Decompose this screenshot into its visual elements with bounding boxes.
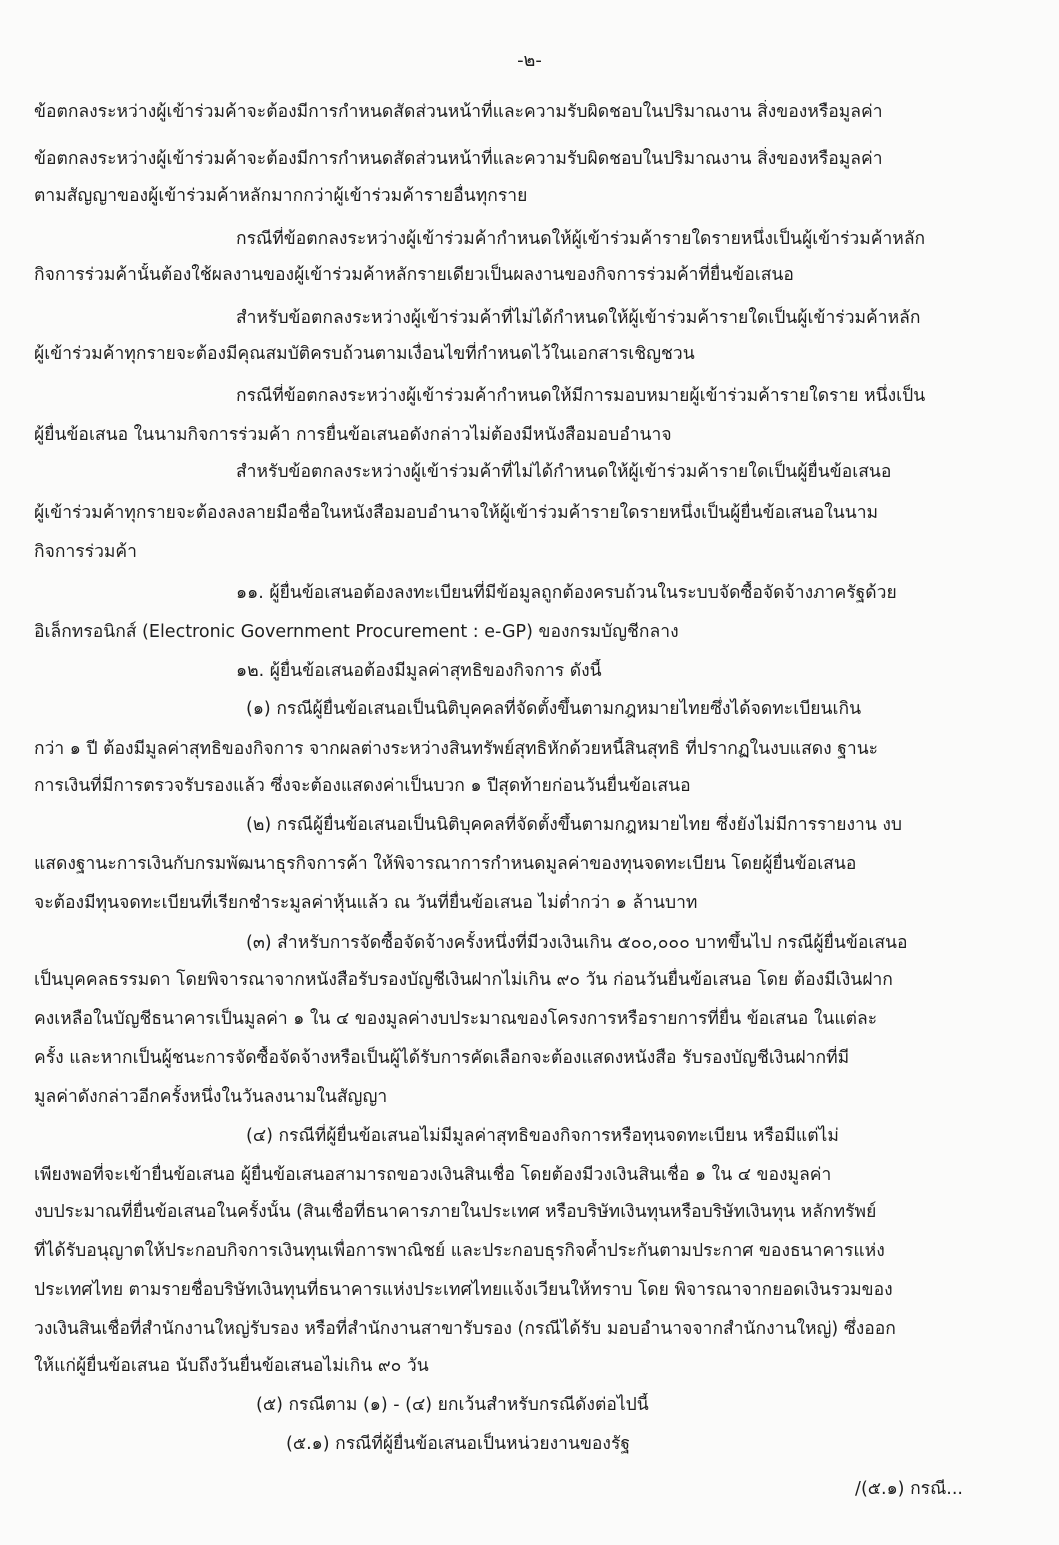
text-line: ครั้ง และหากเป็นผู้ชนะการจัดซื้อจัดจ้างหรือเป็นผู้ได้รับการคัดเลือกจะต้องแสดงหนังสือ รับรองบัญชีเงินฝากที่มี	[34, 1048, 850, 1068]
text-line: อิเล็กทรอนิกส์ (Electronic Government Procurement : e-GP) ของกรมบัญชีกลาง	[34, 622, 679, 642]
text-line: (๕.๑) กรณีที่ผู้ยื่นข้อเสนอเป็นหน่วยงานของรัฐ	[286, 1434, 631, 1454]
text-line: ผู้ยื่นข้อเสนอ ในนามกิจการร่วมค้า การยื่นข้อเสนอดังกล่าวไม่ต้องมีหนังสือมอบอำนาจ	[34, 425, 672, 445]
text-line: (๔) กรณีที่ผู้ยื่นข้อเสนอไม่มีมูลค่าสุทธิของกิจการหรือทุนจดทะเบียน หรือมีแต่ไม่	[246, 1126, 839, 1146]
text-line: คงเหลือในบัญชีธนาคารเป็นมูลค่า ๑ ใน ๔ ของมูลค่างบประมาณของโครงการหรือรายการที่ยื่น ข้อเสนอ ในแต่ละ	[34, 1009, 878, 1029]
text-line: แสดงฐานะการเงินกับกรมพัฒนาธุรกิจการค้า ให้พิจารณาการกำหนดมูลค่าของทุนจดทะเบียน โดยผู้ยื่นข้อเสนอ	[34, 854, 857, 874]
text-line: ผู้เข้าร่วมค้าทุกรายจะต้องลงลายมือชื่อในหนังสือมอบอำนาจให้ผู้เข้าร่วมค้ารายใดรายหนึ่งเป็นผู้ยื่นข้อเสนอในนาม	[34, 503, 879, 523]
text-line: ตามสัญญาของผู้เข้าร่วมค้าหลักมากกว่าผู้เข้าร่วมค้ารายอื่นทุกราย	[34, 186, 528, 206]
text-line: วงเงินสินเชื่อที่สำนักงานใหญ่รับรอง หรือที่สำนักงานสาขารับรอง (กรณีได้รับ มอบอำนาจจากสำนักงานใหญ่) ซึ่งออก	[34, 1319, 896, 1339]
text-line: เป็นบุคคลธรรมดา โดยพิจารณาจากหนังสือรับรองบัญชีเงินฝากไม่เกิน ๙๐ วัน ก่อนวันยื่นข้อเสนอ โดย ต้องมีเงินฝาก	[34, 970, 893, 990]
text-line: สำหรับข้อตกลงระหว่างผู้เข้าร่วมค้าที่ไม่ได้กำหนดให้ผู้เข้าร่วมค้ารายใดเป็นผู้ยื่นข้อเสนอ	[236, 462, 892, 482]
text-line: งบประมาณที่ยื่นข้อเสนอในครั้งนั้น (สินเชื่อที่ธนาคารภายในประเทศ หรือบริษัทเงินทุนหรือบริษัทเงินทุน หลักทรัพย์	[34, 1202, 877, 1222]
text-line: จะต้องมีทุนจดทะเบียนที่เรียกชำระมูลค่าหุ้นแล้ว ณ วันที่ยื่นข้อเสนอ ไม่ต่ำกว่า ๑ ล้านบาท	[34, 893, 698, 913]
text-line: ข้อตกลงระหว่างผู้เข้าร่วมค้าจะต้องมีการกำหนดสัดส่วนหน้าที่และความรับผิดชอบในปริมาณงาน สิ่งของหรือมูลค่า	[34, 102, 883, 122]
text-line: การเงินที่มีการตรวจรับรองแล้ว ซึ่งจะต้องแสดงค่าเป็นบวก ๑ ปีสุดท้ายก่อนวันยื่นข้อเสนอ	[34, 776, 691, 796]
text-line: ประเทศไทย ตามรายชื่อบริษัทเงินทุนที่ธนาคารแห่งประเทศไทยแจ้งเวียนให้ทราบ โดย พิจารณาจากยอดเงินรวมของ	[34, 1280, 893, 1300]
text-line: (๓) สำหรับการจัดซื้อจัดจ้างครั้งหนึ่งที่มีวงเงินเกิน ๕๐๐,๐๐๐ บาทขึ้นไป กรณีผู้ยื่นข้อเสนอ	[246, 933, 908, 953]
text-line: ที่ได้รับอนุญาตให้ประกอบกิจการเงินทุนเพื่อการพาณิชย์ และประกอบธุรกิจค้ำประกันตามประกาศ ของธนาคารแห่ง	[34, 1241, 885, 1261]
text-line: กรณีที่ข้อตกลงระหว่างผู้เข้าร่วมค้ากำหนดให้ผู้เข้าร่วมค้ารายใดรายหนึ่งเป็นผู้เข้าร่วมค้าหลัก	[236, 229, 926, 249]
text-line: สำหรับข้อตกลงระหว่างผู้เข้าร่วมค้าที่ไม่ได้กำหนดให้ผู้เข้าร่วมค้ารายใดเป็นผู้เข้าร่วมค้าหลัก	[236, 308, 921, 328]
text-line: ให้แก่ผู้ยื่นข้อเสนอ นับถึงวันยื่นข้อเสนอไม่เกิน ๙๐ วัน	[34, 1356, 429, 1376]
section-12-heading: ๑๒. ผู้ยื่นข้อเสนอต้องมีมูลค่าสุทธิของกิจการ ดังนี้	[236, 661, 602, 681]
text-line: ผู้เข้าร่วมค้าทุกรายจะต้องมีคุณสมบัติครบถ้วนตามเงื่อนไขที่กำหนดไว้ในเอกสารเชิญชวน	[34, 344, 695, 364]
text-line: กรณีที่ข้อตกลงระหว่างผู้เข้าร่วมค้ากำหนดให้มีการมอบหมายผู้เข้าร่วมค้ารายใดราย หนึ่งเป็น	[236, 386, 926, 406]
continuation-marker: /(๕.๑) กรณี...	[855, 1479, 963, 1499]
text-line: กว่า ๑ ปี ต้องมีมูลค่าสุทธิของกิจการ จากผลต่างระหว่างสินทรัพย์สุทธิหักด้วยหนี้สินสุทธิ ที่ปรากฏในงบแสดง ฐานะ	[34, 739, 879, 759]
text-line: เพียงพอที่จะเข้ายื่นข้อเสนอ ผู้ยื่นข้อเสนอสามารถขอวงเงินสินเชื่อ โดยต้องมีวงเงินสินเชื่อ ๑ ใน ๔ ของมูลค่า	[34, 1165, 832, 1185]
text-line: (๒) กรณีผู้ยื่นข้อเสนอเป็นนิติบุคคลที่จัดตั้งขึ้นตามกฎหมายไทย ซึ่งยังไม่มีการรายงาน งบ	[246, 815, 903, 835]
section-11-heading: ๑๑. ผู้ยื่นข้อเสนอต้องลงทะเบียนที่มีข้อมูลถูกต้องครบถ้วนในระบบจัดซื้อจัดจ้างภาครัฐด้วย	[236, 583, 897, 603]
text-line: กิจการร่วมค้านั้นต้องใช้ผลงานของผู้เข้าร่วมค้าหลักรายเดียวเป็นผลงานของกิจการร่วมค้าที่ยื่นข้อเสนอ	[34, 265, 794, 285]
text-line: ข้อตกลงระหว่างผู้เข้าร่วมค้าจะต้องมีการกำหนดสัดส่วนหน้าที่และความรับผิดชอบในปริมาณงาน สิ่งของหรือมูลค่า	[34, 149, 883, 169]
text-line: (๑) กรณีผู้ยื่นข้อเสนอเป็นนิติบุคคลที่จัดตั้งขึ้นตามกฎหมายไทยซึ่งได้จดทะเบียนเกิน	[246, 699, 862, 719]
text-line: กิจการร่วมค้า	[34, 542, 137, 562]
page-number: -๒-	[517, 50, 542, 71]
text-line: (๕) กรณีตาม (๑) - (๔) ยกเว้นสำหรับกรณีดังต่อไปนี้	[256, 1395, 649, 1415]
text-line: มูลค่าดังกล่าวอีกครั้งหนึ่งในวันลงนามในสัญญา	[34, 1087, 388, 1107]
